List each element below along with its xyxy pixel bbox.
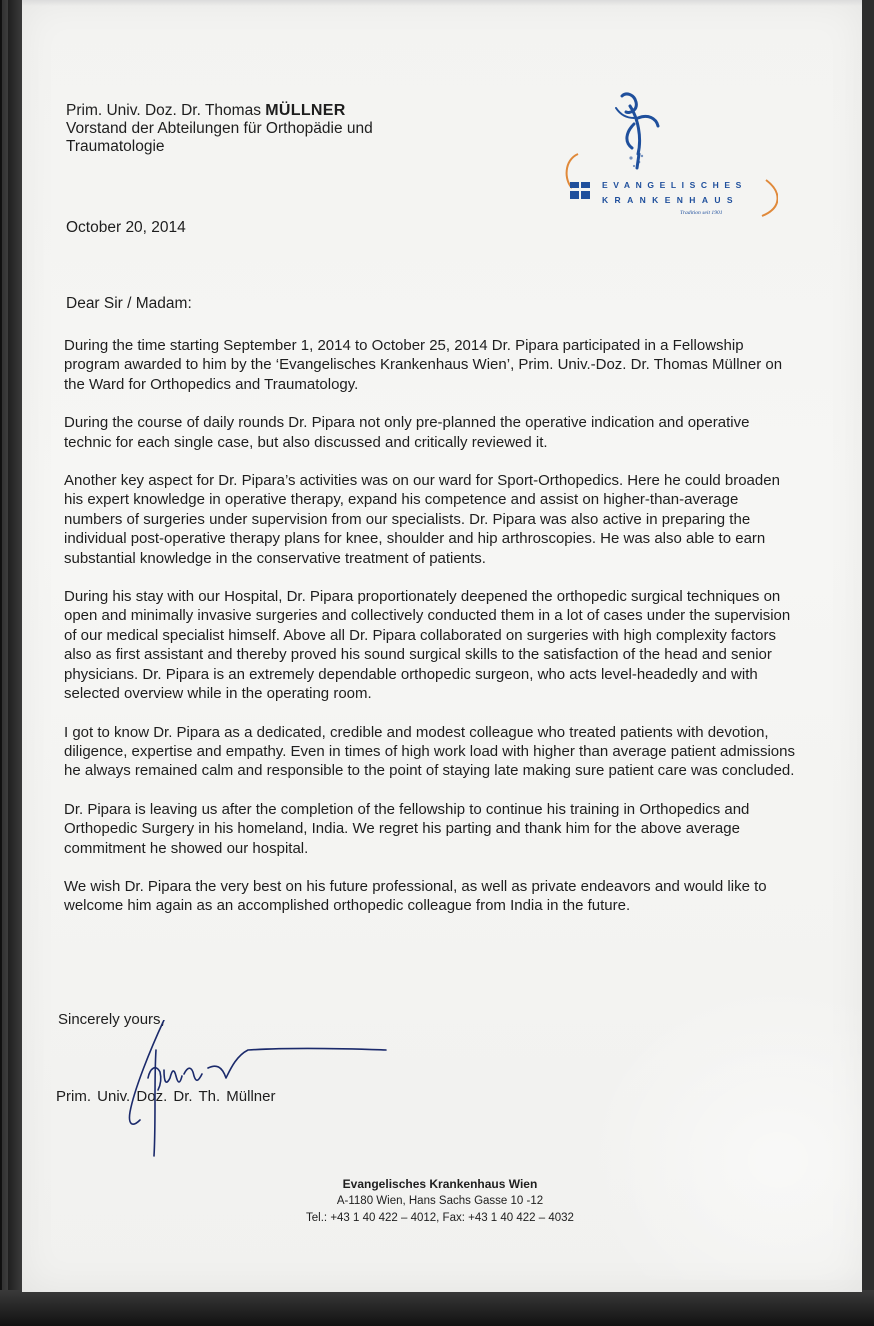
sender-name — [66, 102, 373, 120]
logo-emblem-icon — [616, 94, 658, 168]
paragraph-sport-orthopedics: Another key aspect for Dr. Pipara’s activities was on our ward for Sport-Orthopedics. Here he could broaden his expert knowledge in operative therapy, expand his competence and assist on higher-than-average numbers of surgeries under supervision from our specialists. Dr. Pipara was also active in preparing the individual post-operative therapy plans for knee, shoulder and hip arthroscopies. He was also able to earn substantial knowledge in the conservative treatment of patients. — [64, 472, 780, 567]
logo-line1: EVANGELISCHES — [602, 180, 747, 190]
logo-tagline: Tradition seit 1901 — [680, 210, 723, 216]
paragraph-fellowship: During the time starting September 1, 2014 to October 25, 2014 Dr. Pipara participated in a Fellowship program awarded to him by the ‘Evangelisches Krankenhaus Wien’, Prim. Univ.-Doz. Dr. Thomas Müllner on the Ward for Orthopedics and Traumatology. — [64, 337, 783, 393]
sender-surname: MÜLLNER — [265, 102, 346, 119]
frame-bottom-edge — [0, 1290, 874, 1326]
paragraph-colleague: I got to know Dr. Pipara as a dedicated, credible and modest colleague who treated patients with devotion, diligence, expertise and empathy. Even in times of high work load with higher than average patient admissions he always remained calm and responsible to the point of staying late making sure patient care was concluded. — [64, 723, 795, 780]
signer-name: Prim. Univ. Doz. Dr. Th. Müllner — [56, 1088, 276, 1105]
sender-name-prefix: Prim. Univ. Doz. Dr. Thomas — [66, 102, 261, 119]
paragraph-daily-rounds: During the course of daily rounds Dr. Pipara not only pre-planned the operative indication and operative technic for each single case, but also discussed and critically reviewed it. — [64, 414, 750, 451]
paragraph-leaving: Dr. Pipara is leaving us after the completion of the fellowship to continue his training in Orthopedics and Orthopedic Surgery in his homeland, India. We regret his parting and thank him for the above average commitment he showed our hospital. — [64, 800, 750, 857]
frame-left-edge — [0, 0, 22, 1326]
letter-body — [64, 336, 800, 935]
letter-salutation: Dear Sir / Madam: — [66, 295, 192, 312]
sender-title-line1: Vorstand der Abteilungen für Orthopädie und — [66, 120, 373, 137]
closing-phrase: Sincerely yours, — [58, 1011, 165, 1028]
logo-square-icon — [570, 182, 590, 199]
footer-organization: Evangelisches Krankenhaus Wien — [342, 1177, 538, 1191]
frame-right-edge — [862, 0, 874, 1326]
footer-contact: Tel.: +43 1 40 422 – 4012, Fax: +43 1 40 422 – 4032 — [306, 1212, 574, 1224]
hospital-logo — [538, 88, 778, 228]
handwritten-signature — [90, 1020, 410, 1170]
sender-title-line2: Traumatologie — [66, 138, 165, 155]
paragraph-surgical-techniques: During his stay with our Hospital, Dr. Pipara proportionately deepened the orthopedic surgical techniques on open and minimally invasive surgeries and collectively conducted them in a lot of cases under the supervision of our medical specialist himself. Above all Dr. Pipara collaborated on surgeries with high complexity factors also as first assistant and thereby proved his sound surgical skills to the satisfaction of the head and senior physicians. Dr. Pipara is an extremely dependable orthopedic surgeon, who acts level-headedly and with selected overview while in the operating room. — [64, 588, 791, 703]
paragraph-best-wishes: We wish Dr. Pipara the very best on his future professional, as well as private endeavors and would like to welcome him again as an accomplished orthopedic colleague from India in the future. — [64, 877, 767, 915]
sender-block — [66, 102, 373, 156]
logo-line2: KRANKENHAUS — [602, 195, 739, 205]
footer-address: A-1180 Wien, Hans Sachs Gasse 10 -12 — [336, 1195, 544, 1207]
letter-date: October 20, 2014 — [66, 219, 186, 236]
letter-footer — [290, 1176, 590, 1227]
